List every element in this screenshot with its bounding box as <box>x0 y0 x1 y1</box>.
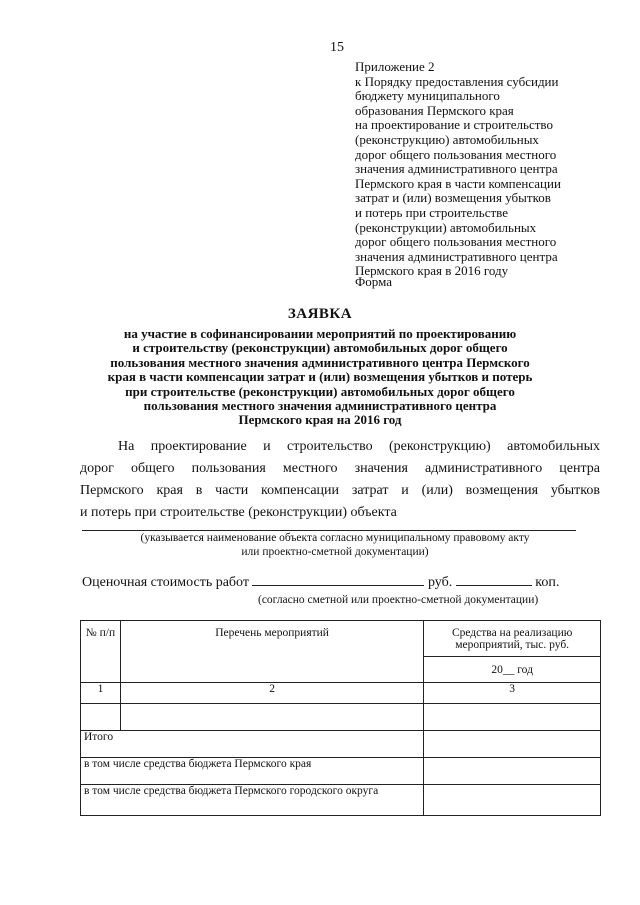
appendix-line: и потерь при строительстве <box>355 204 509 220</box>
document-title: ЗАЯВКА <box>287 306 353 322</box>
cost-note: (согласно сметной или проектно-сметной документации) <box>258 594 539 606</box>
subtitle-line: края в части компенсации затрат и (или) возмещения убытков и потерь <box>107 369 533 385</box>
appendix-line: (реконструкции) автомобильных <box>355 219 537 235</box>
cost-rub-field[interactable] <box>252 573 424 586</box>
appendix-line: Приложение 2 <box>355 59 435 74</box>
table-row <box>81 704 601 731</box>
form-label: Форма <box>355 274 392 289</box>
col-number-3: 3 <box>424 683 601 704</box>
regional-budget-value-cell[interactable] <box>424 758 601 785</box>
activities-table <box>80 620 601 816</box>
total-value-cell[interactable] <box>424 731 601 758</box>
appendix-line: дорог общего пользования местного <box>355 234 557 250</box>
appendix-line: бюджету муниципального <box>355 88 500 104</box>
appendix-line: Пермского края в части компенсации <box>355 175 561 191</box>
subtitle-line: и строительству (реконструкции) автомобильных дорог общего <box>132 340 508 356</box>
appendix-line: образования Пермского края <box>355 102 514 118</box>
col-activities-header: Перечень мероприятий <box>120 621 423 683</box>
appendix-line: на проектирование и строительство <box>355 117 553 133</box>
cost-line <box>82 573 559 591</box>
cost-kop-unit: коп. <box>535 575 560 590</box>
empty-cell[interactable] <box>120 704 423 731</box>
paragraph-line: и потерь при строительстве (реконструкции) объекта <box>80 505 397 520</box>
paragraph-line: На проектирование и строительство (реконструкцию) автомобильных <box>118 439 600 454</box>
empty-cell[interactable] <box>424 704 601 731</box>
col-number-header: № п/п <box>81 621 121 683</box>
regional-budget-row <box>81 758 601 785</box>
cost-label: Оценочная стоимость работ <box>82 575 249 590</box>
cost-kop-field[interactable] <box>456 573 532 586</box>
note-line: (указывается наименование объекта согласно муниципальному правовому акту <box>140 532 530 544</box>
subtitle-line: пользования местного значения административного центра Пермского <box>110 354 530 370</box>
city-budget-row <box>81 785 601 816</box>
appendix-line: Пермского края в 2016 году <box>355 263 509 279</box>
appendix-line: к Порядку предоставления субсидии <box>355 73 559 89</box>
paragraph-line: Пермского края в части компенсации затрат и (или) возмещения убытков <box>80 483 600 498</box>
appendix-line: дорог общего пользования местного <box>355 146 557 162</box>
col-number-2: 2 <box>120 683 423 704</box>
page-number: 15 <box>330 40 344 55</box>
total-row <box>81 731 601 758</box>
regional-budget-label: в том числе средства бюджета Пермского края <box>81 758 424 785</box>
total-label: Итого <box>81 731 424 758</box>
note-line: или проектно-сметной документации) <box>241 546 429 558</box>
appendix-block <box>355 60 615 279</box>
document-subtitle <box>60 327 580 428</box>
appendix-line: значения административного центра <box>355 161 558 177</box>
subtitle-line: при строительстве (реконструкции) автомобильных дорог общего <box>125 383 515 399</box>
object-name-note <box>90 531 580 559</box>
year-cell[interactable]: 20__ год <box>424 657 601 683</box>
city-budget-label: в том числе средства бюджета Пермского городского округа <box>81 785 424 816</box>
city-budget-value-cell[interactable] <box>424 785 601 816</box>
subtitle-line: Пермского края на 2016 год <box>238 412 402 428</box>
appendix-line: значения административного центра <box>355 248 558 264</box>
empty-cell[interactable] <box>81 704 121 731</box>
cost-rub-unit: руб. <box>427 575 453 590</box>
body-paragraph <box>80 436 600 524</box>
appendix-line: (реконструкцию) автомобильных <box>355 131 539 147</box>
paragraph-line: дорог общего пользования местного значения административного центра <box>80 461 600 476</box>
subtitle-line: на участие в софинансировании мероприятий по проектированию <box>123 326 517 341</box>
appendix-line: затрат и (или) возмещения убытков <box>355 190 551 206</box>
col-funds-header: Средства на реализацию мероприятий, тыс. руб. <box>424 621 601 657</box>
subtitle-line: пользования местного значения административного центра <box>143 398 497 414</box>
col-number-1: 1 <box>81 683 121 704</box>
